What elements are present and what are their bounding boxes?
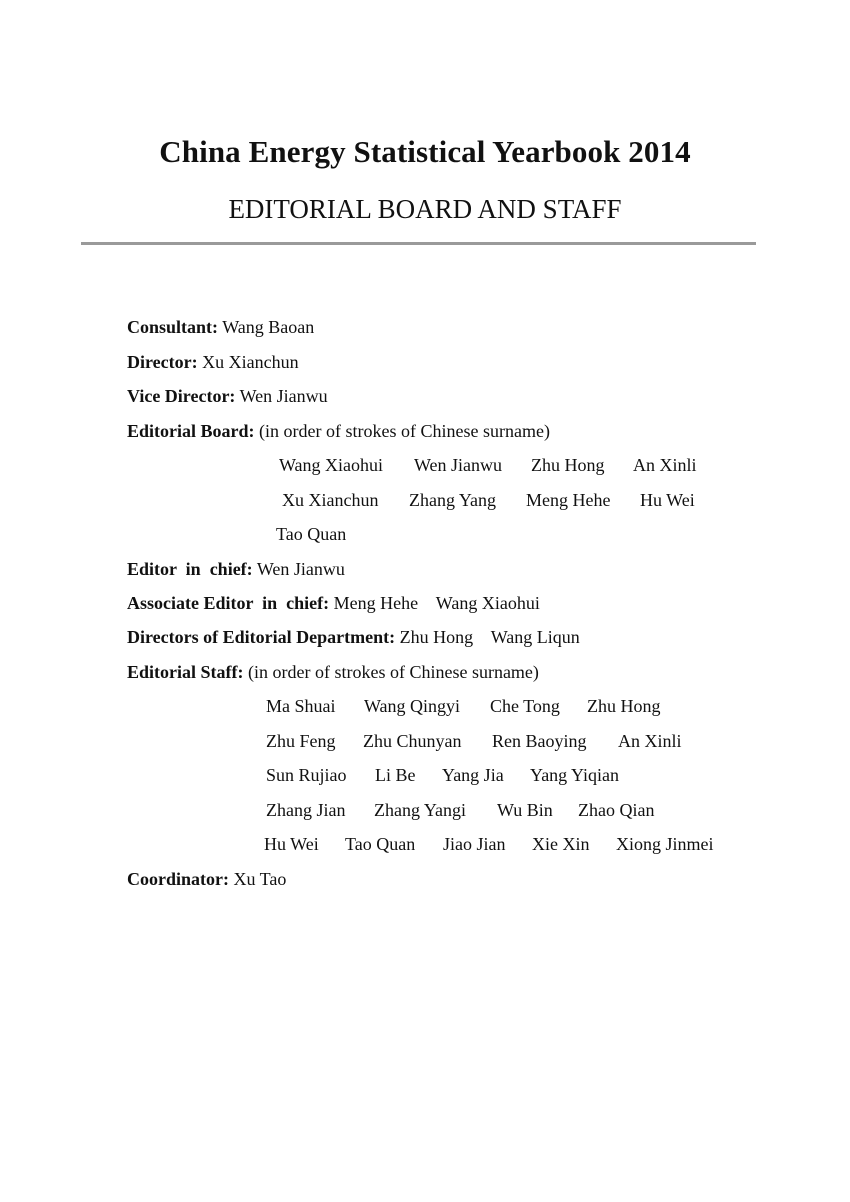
director-label: Director:	[127, 352, 198, 372]
staff-name: Hu Wei	[264, 834, 319, 854]
director-value: Xu Xianchun	[202, 352, 299, 372]
member-name: Zhu Hong	[531, 455, 605, 475]
member-name: Wang Xiaohui	[279, 455, 384, 475]
editorial-board-note: (in order of strokes of Chinese surname)	[259, 421, 550, 441]
vice-director-label: Vice Director:	[127, 386, 236, 406]
staff-name: Zhang Jian	[266, 800, 346, 820]
member-name: Xu Xianchun	[282, 490, 379, 510]
staff-name: Ma Shuai	[266, 696, 336, 716]
staff-name: Sun Rujiao	[266, 765, 347, 785]
coordinator-value: Xu Tao	[233, 869, 287, 889]
staff-name: Yang Yiqian	[530, 765, 620, 785]
editorial-staff-line	[127, 661, 539, 683]
editor-in-chief-line	[127, 558, 345, 580]
editorial-staff-note: (in order of strokes of Chinese surname)	[248, 662, 539, 682]
staff-name: Li Be	[375, 765, 416, 785]
staff-name: Zhu Chunyan	[363, 731, 462, 751]
staff-name: Zhao Qian	[578, 800, 655, 820]
staff-name: Xiong Jinmei	[616, 834, 714, 854]
staff-name: An Xinli	[618, 731, 682, 751]
director-line	[127, 351, 299, 373]
staff-name: Jiao Jian	[443, 834, 506, 854]
editorial-board-line	[127, 420, 550, 442]
member-name: Tao Quan	[276, 524, 347, 544]
editorial-board-label: Editorial Board:	[127, 421, 255, 441]
staff-name: Wu Bin	[497, 800, 553, 820]
editor-in-chief-label: Editor in chief:	[127, 559, 253, 579]
staff-name: Xie Xin	[532, 834, 590, 854]
coordinator-label: Coordinator:	[127, 869, 229, 889]
member-name: Meng Hehe	[526, 490, 611, 510]
page-title: China Energy Statistical Yearbook 2014	[159, 134, 691, 169]
coordinator-line	[127, 868, 286, 890]
associate-editor-line	[127, 592, 540, 614]
staff-name: Wang Qingyi	[364, 696, 461, 716]
staff-name: Che Tong	[490, 696, 560, 716]
consultant-value: Wang Baoan	[222, 317, 315, 337]
staff-name: Zhu Feng	[266, 731, 336, 751]
member-name: An Xinli	[633, 455, 697, 475]
title-divider	[81, 242, 756, 245]
vice-director-line	[127, 385, 328, 407]
associate-editor-value: Meng Hehe Wang Xiaohui	[333, 593, 540, 613]
member-name: Wen Jianwu	[414, 455, 503, 475]
staff-name: Zhu Hong	[587, 696, 661, 716]
vice-director-value: Wen Jianwu	[239, 386, 328, 406]
member-name: Zhang Yang	[409, 490, 497, 510]
consultant-line	[127, 316, 314, 338]
editorial-staff-label: Editorial Staff:	[127, 662, 244, 682]
staff-name: Ren Baoying	[492, 731, 587, 751]
staff-name: Zhang Yangi	[374, 800, 467, 820]
page-subtitle: EDITORIAL BOARD AND STAFF	[228, 194, 622, 224]
directors-department-line	[127, 626, 580, 648]
staff-name: Tao Quan	[345, 834, 416, 854]
staff-name: Yang Jia	[442, 765, 504, 785]
directors-department-label: Directors of Editorial Department:	[127, 627, 396, 647]
directors-department-value: Zhu Hong Wang Liqun	[399, 627, 580, 647]
associate-editor-label: Associate Editor in chief:	[127, 593, 330, 613]
member-name: Hu Wei	[640, 490, 695, 510]
consultant-label: Consultant:	[127, 317, 219, 337]
editor-in-chief-value: Wen Jianwu	[256, 559, 345, 579]
